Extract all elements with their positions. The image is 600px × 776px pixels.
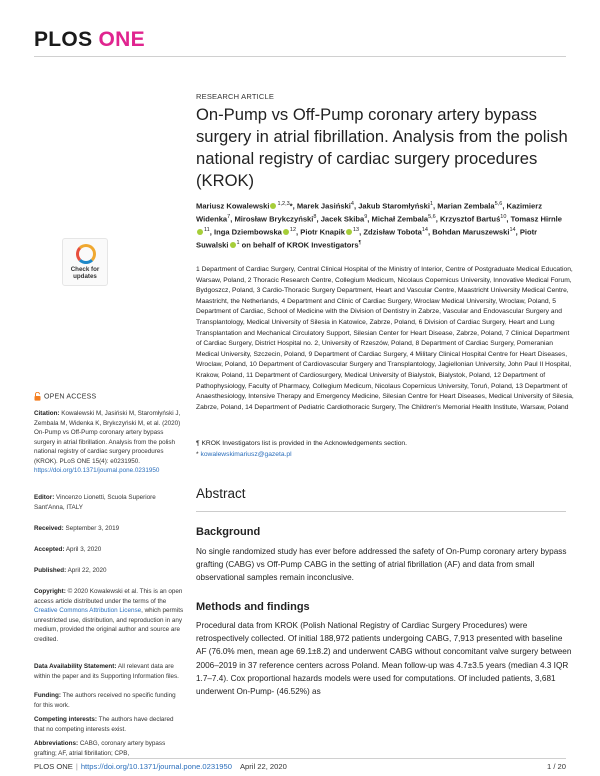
author-name[interactable]: Jacek Skiba: [320, 214, 365, 224]
published-label: Published:: [34, 567, 67, 574]
check-updates-line2: updates: [73, 273, 97, 280]
orcid-icon[interactable]: [270, 203, 276, 209]
author-separator: ,: [515, 227, 520, 237]
author-affiliation-sup: 14: [421, 227, 428, 234]
published-date: April 22, 2020: [67, 567, 107, 574]
citation-block: [34, 409, 184, 476]
author-affiliation-sup: 4: [350, 201, 354, 207]
author-affiliation-sup: 10: [500, 214, 507, 221]
logo-plos: PLOS: [34, 28, 93, 51]
author-name[interactable]: Piotr Suwalski: [196, 227, 538, 250]
copyright-text-2: , which permits unrestricted use, distribution, and reproduction in any medium, provided the original author and source are credited.: [34, 607, 184, 643]
abstract-rule: [196, 511, 566, 512]
methods-heading: Methods and findings: [196, 601, 310, 613]
header-rule: [34, 56, 566, 57]
author-name[interactable]: Krzysztof Bartuś: [439, 214, 501, 224]
affiliations: 1 Department of Cardiac Surgery, Central Clinical Hospital of the Ministry of Interior, Centre of Postgraduate Medical Education, Warsaw, Poland, 2 Thoracic Research Centre, Collegium Medicum, Nicolaus Copernicus University, Innovative Medical Forum, Bydgoszcz, Poland, 3 Cardio-Thoracic Surgery Department, Heart and Vascular Centre, Maastricht University Medical Centre, Maastricht, the Netherlands, 4 Department and Clinic of Cardiac Surgery, Wroclaw Medical University, Wroclaw, Poland, 5 Department of Cardiac, School of Medicine with the Division of Dentistry in Zabrze, Vascular and Endovascular Surgery and Transplantology, Medical University of Silesia in Katowice, Zabrze, Poland, 6 Division of Cardiac Surgery, Heart and Lung Transplantation and Mechanical Circulatory Support, Silesian Center for Heart Disease, Zabrze, Poland, 7 Clinical Department of Cardiac Surgery, District Hospital no. 2, University of Rzeszów, Poland, 8 Department of Cardiac Surgery, Pomeranian Medical University, Szczecin, Poland, 9 Department of Cardiac Surgery, 4 Military Clinical Hospital Centre for Heart Diseases, Wroclaw, Poland, 10 Department of Cardiovascular Surgery and Transplantology, Jagiellonian University, John Paul II Hospital, Krakow, Poland, 11 Department of Cardiosurgery, Medical University of Bialystok, Bialystok, Poland, 12 Department of Pathophysiology, Faculty of Pharmacy, Collegium Medicum, Nicolaus Copernicus University, Toruń, Poland, 13 Department of Anaesthesiology, Intensive Therapy and Emergency Medicine, Silesian Centre for Heart Diseases, Medical University of Silesia, Zabrze, Poland, 14 Department of Pediatric Cardiothoracic Surgery, The Children's Memorial Health Institute, Warsaw, Poland: [196, 266, 574, 411]
check-for-updates-badge[interactable]: [62, 238, 108, 286]
author-separator: ,: [435, 214, 440, 224]
citation-label: Citation:: [34, 410, 60, 417]
cc-license-link[interactable]: Creative Commons Attribution License: [34, 607, 142, 614]
author-separator: ,: [353, 201, 359, 211]
orcid-icon[interactable]: [197, 229, 203, 235]
article-type: RESEARCH ARTICLE: [196, 92, 275, 101]
author-name[interactable]: Piotr Knapik: [300, 227, 345, 237]
competing-interests-label: Competing interests:: [34, 716, 97, 723]
footer-citation: [34, 762, 287, 771]
funding-block: [34, 691, 184, 710]
data-availability-text: All relevant data are within the paper and its Supporting Information files.: [34, 663, 179, 680]
author-name[interactable]: Zdzisław Tobota: [363, 227, 422, 237]
author-affiliation-sup: 8: [313, 214, 317, 221]
footer-rule: [34, 758, 566, 759]
accepted-date: April 3, 2020: [65, 546, 102, 553]
background-heading: Background: [196, 526, 261, 538]
author-name[interactable]: Bohdan Maruszewski: [432, 227, 510, 237]
corresponding-email-link[interactable]: kowalewskimariusz@gazeta.pl: [200, 450, 292, 458]
editor-text: Vincenzo Lionetti, Scuola Superiore Sant'Anna, ITALY: [34, 494, 156, 511]
author-affiliation-sup: 11: [204, 227, 210, 234]
open-lock-icon: [34, 392, 41, 401]
data-availability-label: Data Availability Statement:: [34, 663, 117, 670]
author-name[interactable]: Tomasz Hirnle: [510, 214, 562, 224]
author-name[interactable]: Inga Dziembowska: [213, 227, 282, 237]
author-separator: ,: [316, 214, 321, 224]
author-affiliation-sup: 1: [236, 240, 240, 247]
funding-label: Funding:: [34, 692, 61, 699]
author-affiliation-sup: 5,6: [428, 214, 436, 221]
article-title: On-Pump vs Off-Pump coronary artery bypass surgery in atrial fibrillation. Analysis from the polish national registry of cardiac surgery procedures (KROK): [196, 105, 568, 190]
orcid-icon[interactable]: [230, 242, 236, 248]
investigators-note: ¶ KROK Investigators list is provided in the Acknowledgements section.: [196, 440, 408, 447]
footer-journal: PLOS ONE: [34, 762, 73, 771]
open-access-label: [34, 392, 96, 401]
author-name[interactable]: Jakub Staromłyński: [358, 201, 430, 211]
open-access-text: OPEN ACCESS: [44, 393, 97, 401]
author-separator: ,: [433, 201, 438, 211]
footer-separator: |: [75, 762, 78, 771]
author-separator: ,: [209, 227, 214, 237]
received-date: September 3, 2019: [65, 525, 120, 532]
author-affiliation-sup: 1,2,3: [277, 201, 290, 207]
competing-interests-text: The authors have declared that no competing interests exist.: [34, 716, 174, 733]
orcid-icon[interactable]: [283, 229, 289, 235]
author-separator: *,: [289, 201, 297, 211]
check-updates-label: [63, 266, 107, 280]
page-number: 1 / 20: [547, 762, 566, 771]
check-updates-line1: Check for: [70, 266, 100, 273]
data-availability-block: [34, 662, 184, 681]
funding-text: The authors received no specific funding for this work.: [34, 692, 176, 709]
abbreviations-text: CABG, coronary artery bypass grafting; AF, atrial fibrillation; CPB,: [34, 740, 166, 757]
editor-block: [34, 493, 184, 512]
competing-interests-block: [34, 715, 184, 734]
abbreviations-block: [34, 739, 184, 758]
author-name[interactable]: Michał Zembala: [371, 214, 429, 224]
author-affiliation-sup: 14: [509, 227, 516, 234]
author-name[interactable]: Mariusz Kowalewski: [196, 201, 270, 211]
copyright-label: Copyright:: [34, 588, 66, 595]
footer-doi-link[interactable]: https://doi.org/10.1371/journal.pone.0231950: [80, 762, 232, 771]
citation-text: Kowalewski M, Jasiński M, Staromłyński J, Zembala M, Widenka K, Brykczyński M, et al. (2020) On-Pump vs Off-Pump coronary artery bypass surgery in atrial fibrillation. Analysis from the polish national registry of cardiac surgery procedures (KROK). PLoS ONE 15(4): e0231950.: [34, 410, 181, 465]
accepted-label: Accepted:: [34, 546, 65, 553]
author-affiliation-sup: 12: [289, 227, 297, 234]
author-name[interactable]: Kazimierz Widenka: [196, 201, 542, 224]
received-label: Received:: [34, 525, 64, 532]
accepted-block: [34, 545, 184, 555]
author-affiliation-sup: 13: [353, 227, 360, 234]
received-block: [34, 524, 184, 534]
methods-body: Procedural data from KROK (Polish National Registry of Cardiac Surgery Procedures) were retrospectively collected. Of initial 188,972 patients undergoing CABG, 7,913 presented with baseline AF (76.0% men, mean age 69.1±8.2) and underwent CABG without concomitant valve surgery between 2006–2019 in 37 reference centers across Poland. Mean follow-up was 4.7±3.5 years (median 4.3 IQR 1.7–7.4). Cox proportional hazards models were used for computations. Of included patients, 3,681 underwent On-Pump- (46.52%) as: [196, 621, 572, 697]
author-separator: ,: [427, 227, 433, 237]
check-updates-icon: [76, 244, 96, 264]
author-affiliation-sup: 9: [364, 214, 368, 221]
author-separator: ,: [230, 214, 235, 224]
copyright-block: [34, 587, 184, 644]
author-separator: on behalf of KROK Investigators: [239, 240, 359, 250]
copyright-text-1: © 2020 Kowalewski et al. This is an open access article distributed under the terms of the: [34, 588, 183, 605]
orcid-icon[interactable]: [346, 229, 352, 235]
footer-date: April 22, 2020: [239, 762, 287, 771]
author-affiliation-sup: 5,6: [494, 201, 503, 207]
editor-label: Editor:: [34, 494, 55, 501]
logo-one: ONE: [98, 28, 145, 51]
author-separator: ,: [367, 214, 372, 224]
published-block: [34, 566, 184, 576]
author-notes: [196, 439, 574, 460]
author-list: [196, 199, 566, 251]
author-separator: ,: [359, 227, 364, 237]
author-separator: ,: [296, 227, 301, 237]
background-body: No single randomized study has ever before addressed the safety of On-Pump coronary artery bypass grafting (CABG) vs Off-Pump CABG in the setting of atrial fibrillation (AF) and data from small observational samples remain inconclusive.: [196, 547, 567, 583]
email-star: *: [196, 450, 201, 458]
citation-doi-link[interactable]: https://doi.org/10.1371/journal.pone.0231950: [34, 467, 160, 474]
author-name[interactable]: Marek Jasiński: [296, 201, 351, 211]
investigators-sup: ¶: [358, 240, 362, 247]
journal-logo: [34, 28, 145, 52]
abstract-heading: Abstract: [196, 486, 246, 501]
author-separator: ,: [506, 214, 511, 224]
author-name[interactable]: Marian Zembala: [437, 201, 495, 211]
author-separator: ,: [502, 201, 507, 211]
author-affiliation-sup: 1: [429, 201, 434, 207]
author-affiliation-sup: 7: [227, 214, 231, 221]
abbreviations-label: Abbreviations:: [34, 740, 79, 747]
corresponding-email-line: [196, 450, 574, 461]
author-name[interactable]: Mirosław Brykczyński: [234, 214, 314, 224]
